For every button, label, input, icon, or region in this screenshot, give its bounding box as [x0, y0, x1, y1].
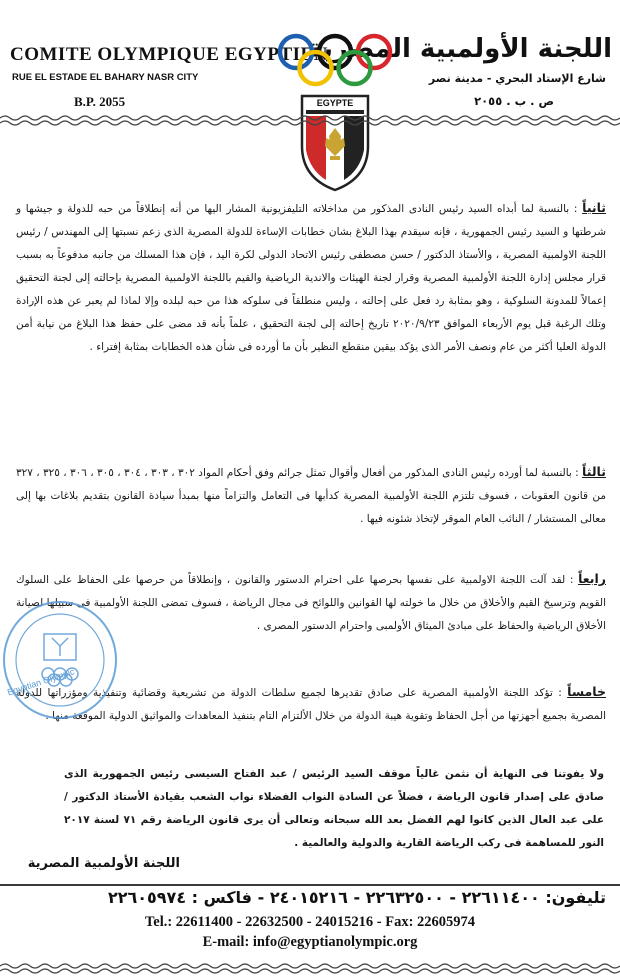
section-text: : تؤكد اللجنة الأولمبية المصرية على صادق تقديرها لجميع سلطات الدولة من تشريعية وقضائية وتنفيذية ومؤزراتها للدولة المصرية بجميع أجهزتها من أجل الحفاظ وتقوية هيبة الدولة من خلال الألتزام التام بتنفيذ المعاهدات والمواثيق الدولية الموقعة منها .: [16, 687, 606, 722]
header-fr-address: RUE EL ESTADE EL BAHARY NASR CITY: [12, 72, 199, 83]
header-ar-po-box: ص . ب . ٢٠٥٥: [474, 94, 554, 108]
footer-email: E-mail: info@egyptianolympic.org: [202, 934, 418, 950]
section-text: : لقد آلت اللجنة الاولمبية على نفسها بحرصها على احترام الدستور والقانون ، وإنطلاقاً من حرصها على الحفاظ على السلوك القويم وترسيخ القيم والأخلاق من خلال ما خولته لها القوانين واللوائح فى مجال الرياضة ، فسوف تمضى اللجنة الأولمبية فى سبيلها لصيانة الأخلاق الرياضية والحفاظ على مبادئ الميثاق الأولمبى واحترام الدستور المصرى .: [16, 574, 606, 632]
section-heading: ثالثاً: [582, 464, 606, 479]
header-fr-po-box: B.P. 2055: [74, 94, 126, 109]
footer-divider: [0, 884, 620, 886]
section-heading: خامساً: [567, 684, 606, 699]
footer-tel-fax: Tel.: 22611400 - 22632500 - 24015216 - Fax: 22605974: [144, 914, 476, 930]
footer-wave-divider: [0, 962, 620, 974]
section-text: : بالنسبة لما أورده رئيس النادى المذكور من أفعال وأقوال تمثل جرائم وفق أحكام المواد ٣٠٢ ، ٣٠٣ ، ٣٠٤ ، ٣٠٥ ، ٣٠٦ ، ٣٢٥ ، ٣٢٧ من قانون العقوبات ، فسوف تلتزم اللجنة الأولمبية المصرية كدأبها فى التعامل والتزاماً منها بمبدأ سيادة القانون بتقديم بلاغات بها إلى معالى المستشار / النائب العام الموقر لإتخاذ شئونه فيها .: [16, 467, 606, 525]
egypt-shield-emblem: [298, 94, 372, 192]
signature-line: اللجنة الأولمبية المصرية: [27, 856, 180, 871]
official-stamp: [0, 598, 122, 722]
footer-ar-contact: تليفون: ٢٢٦١١٤٠٠ - ٢٢٦٣٢٥٠٠ - ٢٤٠١٥٢١٦ - فاكس : ٢٢٦٠٥٩٧٤: [107, 888, 606, 907]
section-heading: ثانياً: [582, 200, 607, 215]
section-heading: رابعاً: [578, 571, 606, 586]
header-fr-name: COMITE OLYMPIQUE EGYPTIEN: [10, 44, 328, 65]
header-wave-divider: [0, 114, 620, 126]
header-ar-name: اللجنة الأولمبية المصرية: [307, 34, 612, 64]
shield-label: EGYPTE: [316, 98, 354, 108]
olympic-rings-logo: [276, 32, 394, 90]
stamp-text: Egyptian Olympic: [6, 666, 76, 698]
header-ar-address: شارع الإستاد البحري - مدينة نصر: [428, 72, 606, 85]
section-text: : بالنسبة لما أبداه السيد رئيس النادى المذكور من مداخلاته التليفزيونية المشار اليها من أنه إنطلاقاً من حبه للدولة و جيشها و شرطتها و السيد رئيس الجمهورية ، فإنه سيقدم بهذا البلاغ بشان خطابات الإساءة للدولة المصرية الذى زعم نسبتها إلى المهندس / رئيس اللجنة الاولمبية المصرية ، والأستاذ الدكتور / حسن مصطفى رئيس الاتحاد الدولى لكرة اليد ، فإن هذا المسلك من جانبه مدفوعاً به بسبب قرار مجلس إدارة اللجنة الأولمبية المصرية وقرار لجنة الهيئات والاندية الرياضية والقيم باللجنة الاولمبية المصرية بإحالته إلى لجنة التحقيق إعمالاً للمدونة السلوكية ، وهو بمثابة رد فعل على إحالته ، وليس منطلقاً فى سلوكه هذا من حبه لبلده وإلا لماذا لم يعبر عن هذه الإرادة وتلك الرغبة قبل يوم الأربعاء الموافق ٢٠٢٠/٩/٢٣ تاريخ إحالته إلى لجنة التحقيق ، علماً بأنه قد مضى على حفظ هذا البلاغ من نيابة أمن الدولة العليا أكثر من عام ونصف الأمر الذى يؤكد بيقين منقطع النظير بأن ما أورده فى شأن هذه الخطابات بمثابة إفتراء .: [16, 203, 606, 353]
section-second: [16, 196, 606, 359]
closing-paragraph: ولا يفوتنا فى النهاية أن نثمن غالياً موقف السيد الرئيس / عبد الفتاح السيسى رئيس الجمهورية الذى صادق على إصدار قانون الرياضة ، فضلاً عن السادة النواب الفضلاء نواب الشعب بقيادة الأستاذ الدكتور / على عبد العال الذين كانوا لهم الفضل بعد الله سبحانه وتعالى أن يرى قانون الرياضة رقم ٧١ لسنة ٢٠١٧ النور للمساهمة فى ركب الرياضة القارية والدولية والعالمية .: [64, 768, 604, 849]
section-third: [16, 460, 606, 531]
